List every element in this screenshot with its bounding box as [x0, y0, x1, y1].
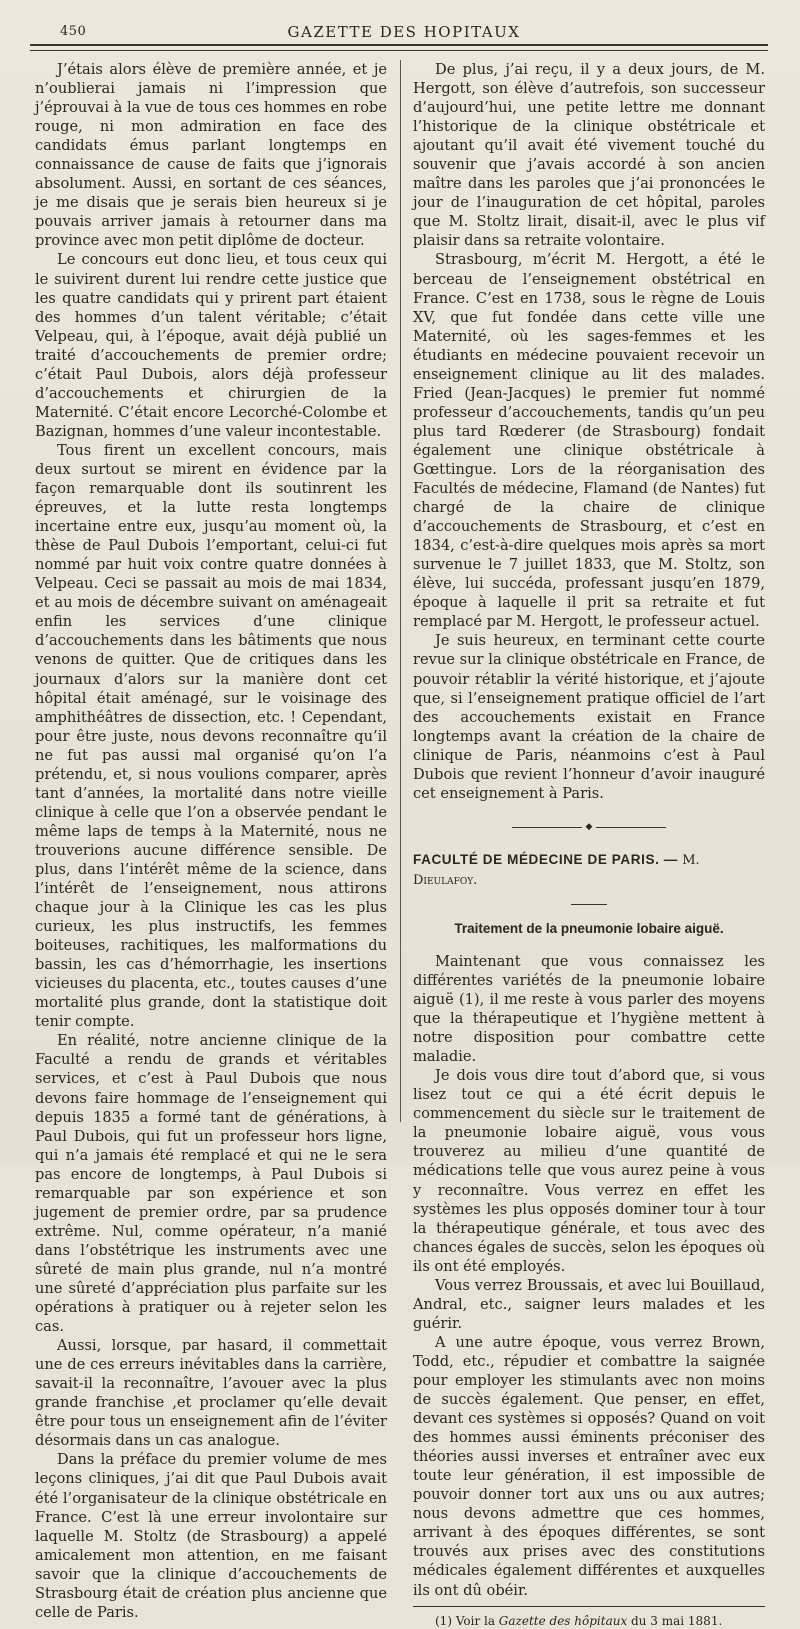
paragraph: Je suis heureux, en terminant cette courte revue sur la clinique obstétricale en France, de pouvoir rétablir la vérité historique, et j’ajoute que, si l’enseignement pratique officiel de l’art des accouchements existait en France longtemps avant la création de la chaire de clinique de Paris, néanmoins c’est à Paul Dubois que revient l’honneur d’avoir inauguré cet enseignement à Paris.: [413, 632, 765, 802]
paragraph: Je dois vous dire tout d’abord que, si vous lisez tout ce qui a été écrit depuis le commencement du siècle sur le traitement de la pneumonie lobaire aiguë, vous vous trouverez au milieu d’une quantité de médications telle que vous aurez peine à vous y reconnaître. Vous verrez en effet les systèmes les plus opposés dominer tour à tour la thérapeutique générale, et tous avec des chances égales de succès, selon les époques où ils ont été employés.: [413, 1067, 765, 1275]
paragraph: En réalité, notre ancienne clinique de la Faculté a rendu de grands et véritables services, et c’est à Paul Dubois que nous devons faire hommage de l’enseignement qui depuis 1835 a formé tant de générations, à Paul Dubois, qui fut un professeur hors ligne, qui n’a jamais été remplacé et qui ne le sera pas encore de longtemps, à Paul Dubois si remarquable par son expérience et son jugement de premier ordre, par sa prudence extrême. Nul, comme opérateur, n’a manié dans l’obstétrique les instruments avec une sûreté de main plus grande, nul n’a montré une sûreté d’appréciation plus parfaite sur les opérations à pratiquer ou à rejeter selon les cas.: [35, 1032, 387, 1336]
section-rule: [571, 904, 607, 905]
page-header: [40, 20, 768, 42]
paragraph: J’étais alors élève de première année, et je n’oublierai jamais ni l’impression que j’éprouvai à la vue de tous ces hommes en robe rouge, ni mon admiration en face des candidats émus parlant longtemps en connaissance de cause de faits que j’ignorais absolument. Aussi, en sortant de ces séances, je me disais que je serais bien heureux si je pouvais arriver jamais à retourner dans ma province avec mon petit diplôme de docteur.: [35, 61, 387, 250]
footnote-journal-title: Gazette des hôpitaux: [498, 1613, 628, 1628]
paragraph: Strasbourg, m’écrit M. Hergott, a été le berceau de l’enseignement obstétrical en France. C’est en 1738, sous le règne de Louis XV, que fut fondée dans cette ville une Maternité, où les sages-femmes et les étudiants en médecine pouvaient recevoir un enseignement clinique au lit des malades. Fried (Jean-Jacques) le premier fut nommé professeur d’accouchements, tandis qu’un peu plus tard Rœderer (de Strasbourg) fondait également une clinique obstétricale à Gœttingue. Lors de la réorganisation des Facultés de médecine, Flamand (de Nantes) fut chargé de la chaire de clinique d’accouchements de Strasbourg, et c’est en 1834, c’est-à-dire quelques mois après sa mort survenue le 7 juillet 1833, que M. Stoltz, son élève, lui succéda, professant jusqu’en 1879, époque à laquelle il prit sa retraite et fut remplacé par M. Hergott, le professeur actuel.: [413, 251, 765, 631]
section-ornament: ◆: [413, 823, 765, 832]
column-divider: [400, 60, 401, 1122]
footnote: (1) Voir la Gazette des hôpitaux du 3 mai 1881.: [435, 1613, 723, 1628]
footnote-rule: [413, 1606, 765, 1607]
header-rule: [30, 44, 768, 51]
paragraph: Tous firent un excellent concours, mais deux surtout se mirent en évidence par la façon remarquable dont ils soutinrent les épreuves, et la lutte resta longtemps incertaine entre eux, jusqu’au moment où, la thèse de Paul Dubois l’emportant, celui-ci fut nommé par huit voix contre quatre données à Velpeau. Ceci se passait au mois de mai 1834, et au mois de décembre suivant on aménageait enfin les services d’une clinique d’accouchements dans les bâtiments que nous venons de quitter. Que de critiques dans les journaux d’alors sur la manière dont cet hôpital était aménagé, sur le voisinage des amphithéâtres de dissection, etc. ! Cependant, pour être juste, nous devons reconnaître qu’il ne fut pas aussi mal organisé qu’on l’a prétendu, et, si nous voulions comparer, après tant d’années, la mortalité dans notre vieille clinique à celle que l’on a observée pendant le même laps de temps à la Maternité, nous ne trouverions aucune différence sensible. De plus, dans l’intérêt même de la science, dans l’intérêt de l’enseignement, nous attirons chaque jour à la Clinique les cas les plus curieux, les plus instructifs, les femmes boiteuses, rachitiques, les malformations du bassin, les cas d’hémorrhagie, les insertions vicieuses du placenta, etc., toutes causes d’une mortalité plus grande, dont la statistique doit tenir compte.: [35, 441, 387, 1031]
paragraph: Le concours eut donc lieu, et tous ceux qui le suivirent durent lui rendre cette justice que les quatre candidats qui y prirent part étaient des hommes d’un talent véritable; c’était Velpeau, qui, à l’époque, avait déjà publié un traité d’accouchements de premier ordre; c’était Paul Dubois, alors déjà professeur d’accouchements et chirurgien de la Maternité. C’était encore Lecorché-Colombe et Bazignan, hommes d’une valeur incontestable.: [35, 251, 387, 440]
paragraph: Maintenant que vous connaissez les différentes variétés de la pneumonie lobaire aiguë (1), il me reste à vous parler des moyens que la thérapeutique et l’hygiène mettent à notre disposition pour combattre cette maladie.: [413, 952, 765, 1066]
section-heading: [413, 850, 765, 890]
left-column: [35, 60, 387, 1622]
paragraph: A une autre époque, vous verrez Brown, Todd, etc., répudier et combattre la saignée pour employer les stimulants avec non moins de succès également. Que penser, en effet, devant ces systèmes si opposés? Quand on voit des hommes aussi éminents préconiser des théories aussi inverses et entraîner avec eux toute leur génération, il est impossible de pouvoir donner tort aux uns ou aux autres; nous devons admettre que ces hommes, arrivant à des époques différentes, se sont trouvés aux prises avec des constitutions médicales également différentes et auxquelles ils ont dû obéir.: [413, 1333, 765, 1599]
article-subheading: Traitement de la pneumonie lobaire aiguë.: [454, 920, 724, 936]
section-title: FACULTÉ DE MÉDECINE DE PARIS. —: [413, 851, 678, 867]
right-column: [413, 60, 765, 1629]
paragraph: Dans la préface du premier volume de mes leçons cliniques, j’ai dit que Paul Dubois avait été l’organisateur de la clinique obstétricale en France. C’est là une erreur involontaire sur laquelle M. Stoltz (de Strasbourg) a appelé amicalement mon attention, en me faisant savoir que la clinique d’accouchements de Strasbourg était de création plus ancienne que celle de Paris.: [35, 1451, 387, 1621]
page-number: 450: [60, 24, 87, 39]
section-author: M. Dieulafoy.: [413, 852, 700, 888]
paragraph: De plus, j’ai reçu, il y a deux jours, de M. Hergott, son élève d’autrefois, son successeur d’aujourd’hui, une petite lettre me donnant l’historique de la clinique obstétricale et ajoutant qu’il avait été vivement touché du souvenir que j’avais accordé à son ancien maître dans les paroles que j’ai prononcées le jour de l’inauguration de cet hôpital, paroles que M. Stoltz lirait, disait-il, avec le plus vif plaisir dans sa retraite volontaire.: [413, 61, 765, 250]
journal-title: GAZETTE DES HOPITAUX: [287, 23, 521, 41]
paragraph: Aussi, lorsque, par hasard, il commettait une de ces erreurs inévitables dans la carrière, savait-il la reconnaître, l’avouer avec la plus grande franchise ,et proclamer qu’elle devait être pour tous un enseignement afin de l’éviter désormais dans un cas analogue.: [35, 1337, 387, 1450]
paragraph: Vous verrez Broussais, et avec lui Bouillaud, Andral, etc., saigner leurs malades et les guérir.: [413, 1276, 765, 1332]
